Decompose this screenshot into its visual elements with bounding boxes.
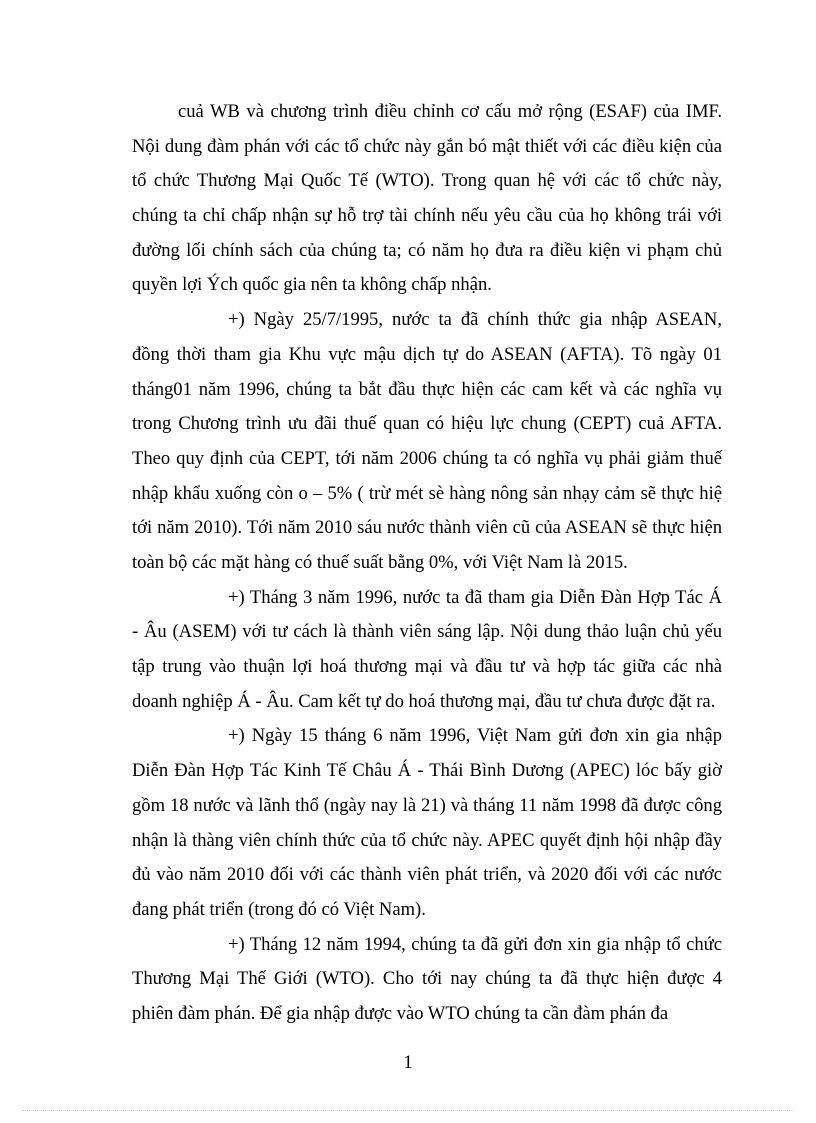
text-line: tới năm 2010). Tới năm 2010 sáu nước thành viên cũ của ASEAN sẽ thực hiện: [132, 517, 722, 538]
text-line: chúng ta chỉ chấp nhận sự hỗ trợ tài chính nếu yêu cầu của họ không trái với: [132, 205, 722, 226]
text-line: +) Tháng 12 năm 1994, chúng ta đã gửi đơn xin gia nhập tổ chức: [228, 934, 722, 955]
text-line: đang phát triển (trong đó có Việt Nam).: [132, 899, 426, 920]
text-line: tập trung vào thuận lợi hoá thương mại và đầu tư và hợp tác giữa các nhà: [132, 656, 722, 677]
page-bottom-divider: [22, 1110, 794, 1111]
text-line: Nội dung đàm phán với các tổ chức này gắn bó mật thiết với các điều kiện của: [132, 136, 722, 157]
text-line: tổ chức Thương Mại Quốc Tế (WTO). Trong quan hệ với các tổ chức này,: [132, 170, 722, 191]
text-line: quyền lợi Ých quốc gia nên ta không chấp nhận.: [132, 274, 492, 295]
text-line: cuả WB và chương trình điều chỉnh cơ cấu mở rộng (ESAF) của IMF.: [178, 101, 722, 122]
text-line: Theo quy định của CEPT, tới năm 2006 chúng ta có nghĩa vụ phải giảm thuế: [132, 448, 722, 469]
text-line: nhận là thàng viên chính thức của tổ chức này. APEC quyết định hội nhập đầy: [132, 830, 722, 851]
text-line: +) Ngày 15 tháng 6 năm 1996, Việt Nam gửi đơn xin gia nhập: [228, 725, 722, 746]
text-line: trong Chương trình ưu đãi thuế quan có hiệu lực chung (CEPT) cuả AFTA.: [132, 413, 722, 434]
text-line: nhập khẩu xuống còn o – 5% ( trừ mét sè hàng nông sản nhạy cảm sẽ thực hiệ: [132, 483, 722, 504]
text-line: doanh nghiệp Á - Âu. Cam kết tự do hoá thương mại, đầu tư chưa được đặt ra.: [132, 691, 716, 712]
text-line: phiên đàm phán. Để gia nhập được vào WTO chúng ta cần đàm phán đa: [132, 1003, 669, 1024]
text-line: gồm 18 nước và lãnh thổ (ngày nay là 21) và tháng 11 năm 1998 đã được công: [132, 795, 722, 816]
text-line: đường lối chính sách của chúng ta; có năm họ đưa ra điều kiện vi phạm chủ: [132, 240, 722, 261]
text-line: +) Tháng 3 năm 1996, nước ta đã tham gia Diễn Đàn Hợp Tác Á: [228, 587, 722, 608]
text-line: tháng01 năm 1996, chúng ta bắt đầu thực hiện các cam kết và các nghĩa vụ: [132, 379, 722, 400]
text-line: đủ vào năm 2010 đối với các thành viên phát triển, và 2020 đối với các nước: [132, 864, 722, 885]
text-line: đồng thời tham gia Khu vực mậu dịch tự do ASEAN (AFTA). Tõ ngày 01: [132, 344, 722, 365]
text-line: Thương Mại Thế Giới (WTO). Cho tới nay chúng ta đã thực hiện được 4: [132, 968, 722, 989]
text-line: toàn bộ các mặt hàng có thuế suất bằng 0%, với Việt Nam là 2015.: [132, 552, 628, 573]
text-line: Diễn Đàn Hợp Tác Kinh Tế Châu Á - Thái Bình Dương (APEC) lóc bấy giờ: [132, 760, 722, 781]
text-line: +) Ngày 25/7/1995, nước ta đã chính thức gia nhập ASEAN,: [228, 309, 722, 330]
page-number: 1: [403, 1052, 413, 1073]
text-line: - Âu (ASEM) với tư cách là thành viên sáng lập. Nội dung thảo luận chủ yếu: [132, 621, 722, 642]
